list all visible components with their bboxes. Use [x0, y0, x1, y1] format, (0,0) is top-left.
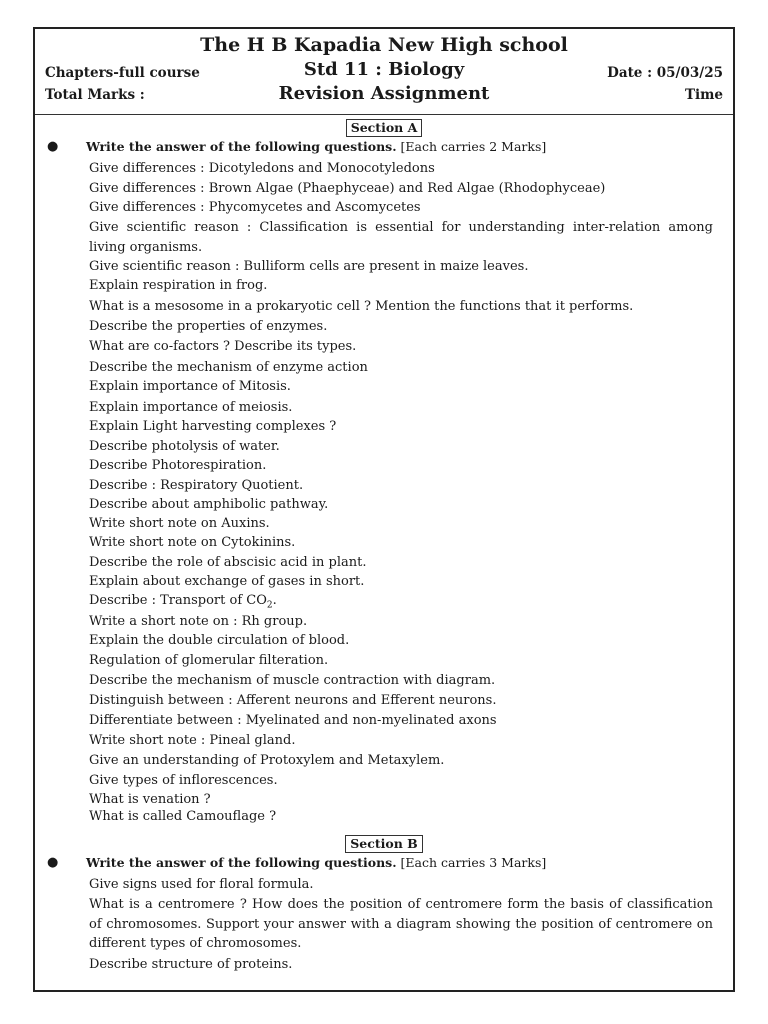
- question-a10: Describe the mechanism of enzyme action: [89, 360, 368, 375]
- question-a22: Describe : Transport of $CO_2$.: [89, 593, 277, 611]
- question-a14: Describe photolysis of water.: [89, 439, 280, 454]
- date-label: Date : 05/03/25: [607, 65, 723, 81]
- header-divider: [35, 114, 733, 115]
- time-label: Time: [684, 87, 723, 103]
- school-name: The H B Kapadia New High school: [200, 34, 568, 56]
- question-a33: What is called Camouflage ?: [89, 809, 277, 824]
- question-a16: Describe : Respiratory Quotient.: [89, 478, 304, 493]
- question-a27: Distinguish between : Afferent neurons and Efferent neurons.: [89, 693, 497, 708]
- total-marks-label: Total Marks :: [45, 87, 145, 103]
- question-a29: Write short note : Pineal gland.: [89, 733, 296, 748]
- question-a6: Explain respiration in frog.: [89, 278, 268, 293]
- question-a21: Explain about exchange of gases in short.: [89, 574, 365, 589]
- assignment-title: Revision Assignment: [278, 83, 490, 104]
- co2-subscript: 2: [266, 600, 273, 611]
- question-b1: Give signs used for floral formula.: [89, 877, 314, 892]
- section-b-instruction: Write the answer of the following questions. [Each carries 3 Marks]: [86, 855, 547, 870]
- standard-subject: Std 11 : Biology: [303, 59, 465, 80]
- question-a3: Give differences : Phycomycetes and Ascomycetes: [89, 200, 421, 215]
- question-a28: Differentiate between : Myelinated and non-myelinated axons: [89, 713, 497, 728]
- question-a8: Describe the properties of enzymes.: [89, 319, 328, 334]
- question-a5: Give scientific reason : Bulliform cells are present in maize leaves.: [89, 259, 529, 274]
- question-a24: Explain the double circulation of blood.: [89, 633, 350, 648]
- document-header: [35, 29, 733, 115]
- question-a18: Write short note on Auxins.: [89, 516, 270, 531]
- question-a1: Give differences : Dicotyledons and Monocotyledons: [89, 161, 435, 176]
- question-a20: Describe the role of abscisic acid in plant.: [89, 555, 367, 570]
- section-a-instruction: Write the answer of the following questions. [Each carries 2 Marks]: [86, 139, 547, 154]
- bullet-icon: ●: [47, 855, 59, 870]
- question-a31: Give types of inflorescences.: [89, 773, 278, 788]
- question-a7: What is a mesosome in a prokaryotic cell ? Mention the functions that it performs.: [89, 299, 634, 314]
- chapters-label: Chapters-full course: [45, 65, 200, 81]
- question-a4: Give scientific reason : Classification is essential for understanding inter-relation among living organisms.: [89, 220, 713, 255]
- section-a-label: Section A: [35, 117, 733, 137]
- question-a13: Explain Light harvesting complexes ?: [89, 419, 337, 434]
- question-a2: Give differences : Brown Algae (Phaephyceae) and Red Algae (Rhodophyceae): [89, 181, 606, 196]
- question-a32: What is venation ?: [89, 792, 211, 807]
- question-a30: Give an understanding of Protoxylem and Metaxylem.: [89, 753, 445, 768]
- question-b3: Describe structure of proteins.: [89, 957, 293, 972]
- question-a19: Write short note on Cytokinins.: [89, 535, 296, 550]
- question-a12: Explain importance of meiosis.: [89, 400, 293, 415]
- question-a25: Regulation of glomerular filteration.: [89, 653, 329, 668]
- section-b-label: Section B: [35, 833, 733, 853]
- question-a23: Write a short note on : Rh group.: [89, 614, 308, 629]
- question-a15: Describe Photorespiration.: [89, 458, 267, 473]
- question-a11: Explain importance of Mitosis.: [89, 379, 291, 394]
- question-a9: What are co-factors ? Describe its types.: [89, 339, 357, 354]
- bullet-icon: ●: [47, 139, 59, 154]
- document-frame: [33, 27, 735, 992]
- question-a26: Describe the mechanism of muscle contraction with diagram.: [89, 673, 496, 688]
- question-b2: What is a centromere ? How does the position of centromere form the basis of classification of chromosomes. Support your answer with a diagram showing the position of centromere on different types of chromosomes.: [89, 897, 713, 951]
- question-a17: Describe about amphibolic pathway.: [89, 497, 329, 512]
